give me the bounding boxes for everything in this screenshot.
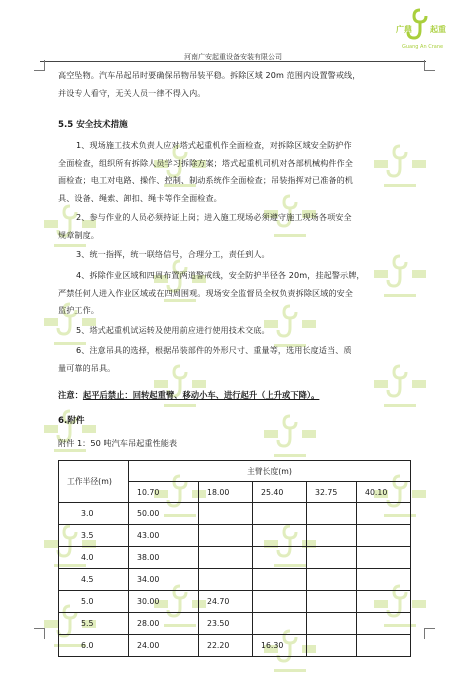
capacity-cell: 28.00: [129, 613, 199, 635]
table-row: [59, 525, 411, 547]
capacity-cell: 50.00: [129, 503, 199, 525]
watermark-logo-icon: [40, 405, 100, 457]
table-row: [59, 613, 411, 635]
capacity-cell: 30.00: [129, 591, 199, 613]
capacity-cell: [357, 525, 411, 547]
table-row: [59, 503, 411, 525]
capacity-cell: [307, 503, 357, 525]
radius-cell: 4.0: [59, 547, 129, 569]
intro-line: 高空坠物。汽车吊起吊时要确保吊物吊装平稳。拆除区域 20m 范围内设置警戒线，: [58, 70, 361, 80]
crane-capacity-table: [58, 460, 411, 657]
boom-length-cell: 10.70: [129, 482, 199, 503]
note-text: 起平后禁止：回转起重臂、移动小车、进行起升（上升或下降）。: [82, 390, 320, 400]
radius-cell: 3.5: [59, 525, 129, 547]
capacity-cell: [357, 613, 411, 635]
capacity-cell: 34.00: [129, 569, 199, 591]
radius-cell: 4.5: [59, 569, 129, 591]
capacity-cell: 24.70: [199, 591, 253, 613]
capacity-cell: [253, 591, 307, 613]
capacity-cell: [199, 547, 253, 569]
capacity-cell: [307, 591, 357, 613]
capacity-cell: [253, 613, 307, 635]
safety-item-6: [58, 342, 412, 377]
capacity-cell: [307, 613, 357, 635]
boom-length-cell: 32.75: [307, 482, 357, 503]
capacity-cell: [357, 569, 411, 591]
radius-cell: 5.5: [59, 613, 129, 635]
item-line: 2、参与作业的人员必须持证上岗；进入施工现场必须遵守施工现场各项安全: [76, 212, 352, 222]
capacity-cell: [357, 547, 411, 569]
capacity-cell: [253, 569, 307, 591]
safety-item-3: [58, 246, 412, 264]
intro-line: 并设专人看守，无关人员一律不得入内。: [58, 87, 206, 98]
watermark-logo-icon: [260, 410, 320, 462]
safety-item-5: [58, 322, 412, 340]
capacity-cell: [307, 635, 357, 657]
item-line: 4、拆除作业区域和四周布置两道警戒线，安全防护半径各 20m，挂起警示牌，: [76, 270, 365, 280]
radius-cell: 6.0: [59, 635, 129, 657]
svg-text:起重: 起重: [430, 25, 446, 34]
item-line: 5、塔式起重机试运转及使用前应进行使用技术交底。: [76, 325, 270, 335]
safety-item-2: [58, 209, 412, 244]
table-row: [59, 635, 411, 657]
capacity-cell: [357, 503, 411, 525]
capacity-cell: 38.00: [129, 547, 199, 569]
corner-mark-tl: [34, 60, 45, 71]
item-line: 全面检查，组织所有拆除人员学习拆除方案；塔式起重机司机对各部机械构件作全: [58, 157, 353, 168]
capacity-cell: 23.50: [199, 613, 253, 635]
capacity-cell: [253, 547, 307, 569]
capacity-cell: [307, 569, 357, 591]
section-heading: 6.附件: [58, 416, 85, 426]
item-line: 6、注意吊具的选择，根据吊装部件的外形尺寸、重量等，选用长度适当、质: [76, 345, 352, 355]
section-heading: 5.5 安全技术措施: [58, 120, 128, 130]
svg-text:Guang An Crane: Guang An Crane: [402, 44, 444, 50]
table-row: [59, 569, 411, 591]
item-line: 严禁任何人进入作业区域或在四周围观。现场安全监督员全权负责拆除区域的安全: [58, 287, 353, 298]
svg-text:广鼎: 广鼎: [396, 25, 412, 34]
table-caption: 附件 1：50 吨汽车吊起重性能表: [58, 438, 178, 448]
capacity-cell: [199, 503, 253, 525]
radius-header: 工作半径(m): [59, 461, 129, 503]
corner-mark-bl: [34, 628, 45, 639]
boom-length-cell: 18.00: [199, 482, 253, 503]
boom-length-cell: 40.10: [357, 482, 411, 503]
capacity-cell: 43.00: [129, 525, 199, 547]
capacity-cell: [307, 547, 357, 569]
safety-item-4: [58, 267, 412, 320]
item-line: 3、统一指挥，统一联络信号，合理分工，责任到人。: [76, 249, 270, 259]
item-line: 监护工作。: [58, 305, 99, 315]
company-logo: [392, 6, 452, 52]
capacity-cell: [199, 569, 253, 591]
warning-note: [58, 389, 319, 401]
table-row: [59, 547, 411, 569]
boom-length-header: 主臂长度(m): [129, 461, 411, 482]
note-label: 注意：: [58, 390, 83, 400]
radius-cell: 5.0: [59, 591, 129, 613]
capacity-cell: 16.30: [253, 635, 307, 657]
capacity-cell: [253, 503, 307, 525]
intro-paragraph: [58, 67, 412, 102]
corner-mark-tr: [424, 60, 435, 71]
item-line: 具、设备、绳索、卸扣、绳卡等作全面检查。: [58, 192, 222, 203]
radius-cell: 3.0: [59, 503, 129, 525]
item-line: 面检查；电工对电路、操作、控制、制动系统作全面检查；吊装指挥对已准备的机: [58, 175, 353, 185]
header-rule: [40, 61, 426, 62]
table-row: [59, 591, 411, 613]
capacity-cell: [357, 591, 411, 613]
capacity-cell: 24.00: [129, 635, 199, 657]
item-line: 量可靠的吊具。: [58, 362, 116, 373]
header-company-name: 河南广安起重设备安装有限公司: [184, 53, 282, 61]
capacity-cell: [307, 525, 357, 547]
boom-length-cell: 25.40: [253, 482, 307, 503]
capacity-cell: [357, 635, 411, 657]
item-line: 规章制度。: [58, 229, 99, 240]
corner-mark-br: [424, 628, 435, 639]
capacity-cell: [253, 525, 307, 547]
capacity-cell: [199, 525, 253, 547]
capacity-cell: 22.20: [199, 635, 253, 657]
safety-item-1: [58, 137, 412, 207]
item-line: 1、现场施工技术负责人应对塔式起重机作全面检查，对拆除区域安全防护作: [76, 140, 352, 150]
